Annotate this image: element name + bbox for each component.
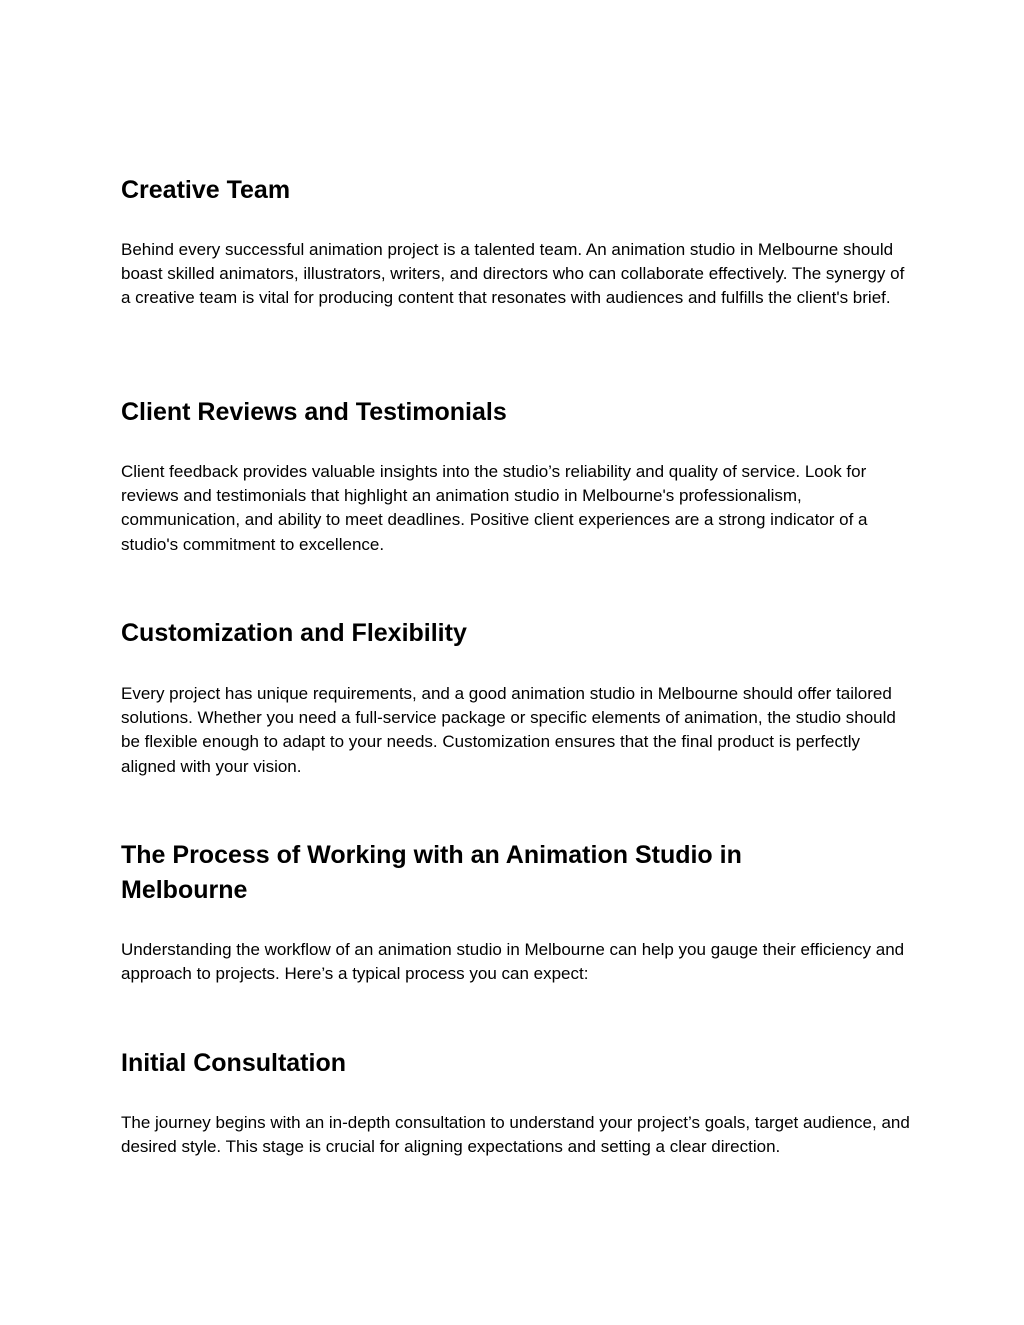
section-customization [121, 616, 911, 779]
section-process [121, 838, 905, 986]
section-paragraph: The journey begins with an in-depth consultation to understand your project’s goals, target audience, and desired style. This stage is crucial for aligning expectations and setting a clear direction. [121, 1113, 910, 1157]
section-heading: Client Reviews and Testimonials [121, 398, 507, 426]
section-paragraph: Behind every successful animation project is a talented team. An animation studio in Melbourne should boast skilled animators, illustrators, writers, and directors who can collaborate effectively. The synergy of a creative team is vital for producing content that resonates with audiences and fulfills the client's brief. [121, 240, 905, 308]
section-heading: The Process of Working with an Animation Studio in Melbourne [121, 841, 742, 904]
section-paragraph: Client feedback provides valuable insights into the studio’s reliability and quality of service. Look for reviews and testimonials that highlight an animation studio in Melbourne's professionalism, communication, and ability to meet deadlines. Positive client experiences are a strong indicator of a studio's commitment to excellence. [121, 462, 868, 554]
section-creative-team [121, 173, 911, 311]
section-paragraph: Every project has unique requirements, and a good animation studio in Melbourne should offer tailored solutions. Whether you need a full-service package or specific elements of animation, the studio should be flexible enough to adapt to your needs. Customization ensures that the final product is perfectly aligned with your vision. [121, 684, 896, 776]
section-initial-consultation [121, 1046, 911, 1159]
section-heading: Customization and Flexibility [121, 619, 467, 647]
section-client-reviews [121, 395, 911, 557]
section-paragraph: Understanding the workflow of an animation studio in Melbourne can help you gauge their efficiency and approach to projects. Here’s a typical process you can expect: [121, 940, 905, 984]
section-heading: Initial Consultation [121, 1049, 346, 1077]
section-heading: Creative Team [121, 176, 291, 204]
